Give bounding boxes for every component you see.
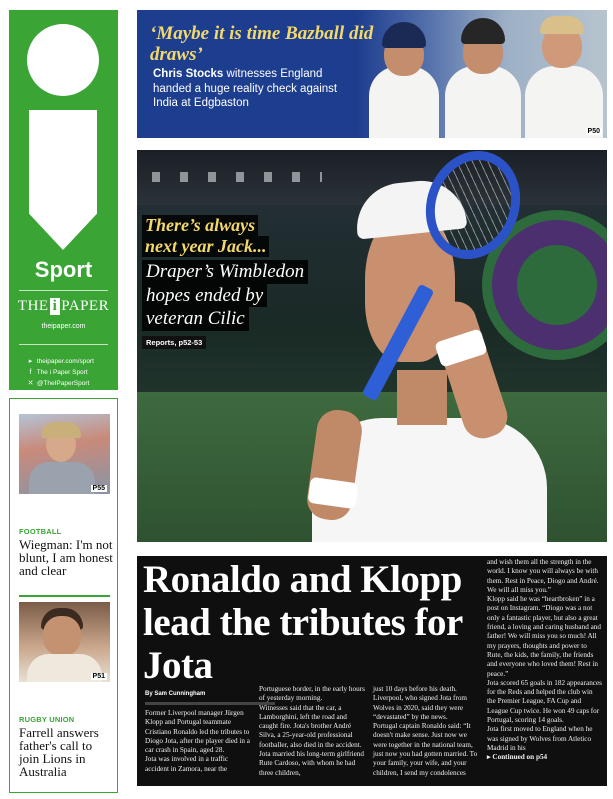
banner-headline: ‘Maybe it is time Bazball did draws’ <box>150 23 374 65</box>
masthead <box>9 10 118 390</box>
helmet <box>382 22 426 48</box>
continued-link[interactable]: ▸ Continued on p54 <box>487 753 548 762</box>
i-logo-stem <box>29 110 97 250</box>
lead-story <box>137 556 607 786</box>
hero-deck: Draper’s Wimbledon hopes ended by veteran Cilic <box>142 260 308 331</box>
tennis-photo[interactable] <box>137 150 607 542</box>
web-icon: ▸ <box>28 358 33 365</box>
byline: By Sam Cunningham <box>145 691 206 697</box>
page-tag: P51 <box>92 673 105 680</box>
page-tag: P55 <box>92 485 105 492</box>
social-links <box>26 356 94 389</box>
divider <box>145 702 275 705</box>
social-link-facebook[interactable]: f The i Paper Sport <box>26 367 94 378</box>
player-neck <box>397 370 447 425</box>
divider <box>19 595 110 597</box>
teaser-photo-farrell[interactable] <box>19 602 110 682</box>
teaser-photo-wiegman[interactable] <box>19 414 110 494</box>
lead-headline[interactable]: Ronaldo and Klopp lead the tributes for Jota <box>143 558 463 687</box>
hero-kicker: There’s always next year Jack... <box>142 215 269 257</box>
social-link-web[interactable]: ▸ theipaper.com/sport <box>26 356 94 367</box>
divider <box>19 344 108 345</box>
x-icon: ✕ <box>27 380 34 387</box>
i-logo-dot <box>27 24 99 96</box>
side-teasers <box>9 398 118 793</box>
scoreboard-lights <box>152 172 322 182</box>
page-tag: P50 <box>587 128 600 135</box>
article-column: and wish them all the strength in the world. I know you will always be with them. Rest in Peace, Diogo and André. We will all miss you.” Klopp said he was “heartbroken” in a post on Instagram. “Diogo was a not only a fantastic player, but also a great friend, a loving and caring husband and father! We will miss you so much! All my prayers, thoughts and power to Rute, the kids, the family, the friends and everyone who loved them! Rest in peace.” Jota scored 65 goals in 182 appearances for the Reds and helped the club win the Premier League, FA Cup and League Cup twice. He won 49 caps for Portugal, scoring 14 goals. Jota first moved to England when he was signed by Wolves from Atletico Madrid in his ▸ Continued on p54 <box>487 558 602 762</box>
teaser-headline[interactable]: Wiegman: I'm not blunt, I am honest and clear <box>19 537 113 578</box>
hair <box>41 422 81 438</box>
player <box>369 66 439 138</box>
face <box>43 616 81 656</box>
teaser-kicker: RUGBY UNION <box>19 715 75 724</box>
page-reference[interactable]: Reports, p52-53 <box>142 336 206 349</box>
facebook-icon: f <box>29 369 32 376</box>
cricketers-photo <box>357 10 607 138</box>
cricket-banner[interactable] <box>137 10 607 138</box>
banner-standfirst: Chris Stocks witnesses England handed a huge reality check against India at Edgbaston <box>153 68 338 109</box>
jacket <box>29 462 95 494</box>
social-link-x[interactable]: ✕ @TheIPaperSport <box>27 380 90 387</box>
teaser-headline[interactable]: Farrell answers father's call to join Lions in Australia <box>19 725 99 779</box>
article-column: just 10 days before his death. Liverpool, who signed Jota from Wolves in 2020, said they were “devastated” by the news. Portugal captain Ronaldo said: “It doesn't make sense. Just now we were together in the national team, just now you had gotten married. To your family, your wife, and your children, I send my condolences <box>373 685 478 777</box>
hair <box>540 16 584 34</box>
website-url[interactable]: theipaper.com <box>41 323 86 330</box>
article-column: Former Liverpool manager Jürgen Klopp and Portugal teammate Cristiano Ronaldo led the tributes to Diogo Jota, after the player died in a car crash in Spain, aged 28. Jota was involved in a traffic accident in Zamora, near the <box>145 709 250 773</box>
helmet <box>461 18 505 44</box>
brand-logo: THE i PAPER <box>17 298 110 314</box>
player <box>445 66 521 138</box>
divider <box>19 290 108 291</box>
teaser-kicker: FOOTBALL <box>19 527 62 536</box>
section-title: Sport <box>34 257 93 282</box>
article-column: Portuguese border, in the early hours of yesterday morning. Witnesses said that the car, a Lamborghini, left the road and caught fire. Jota's brother André Silva, a 25-year-old professional footballer, also died in the accident. Jota married his long-term girlfriend Rute Cardoso, with whom he had three children, <box>259 685 365 777</box>
